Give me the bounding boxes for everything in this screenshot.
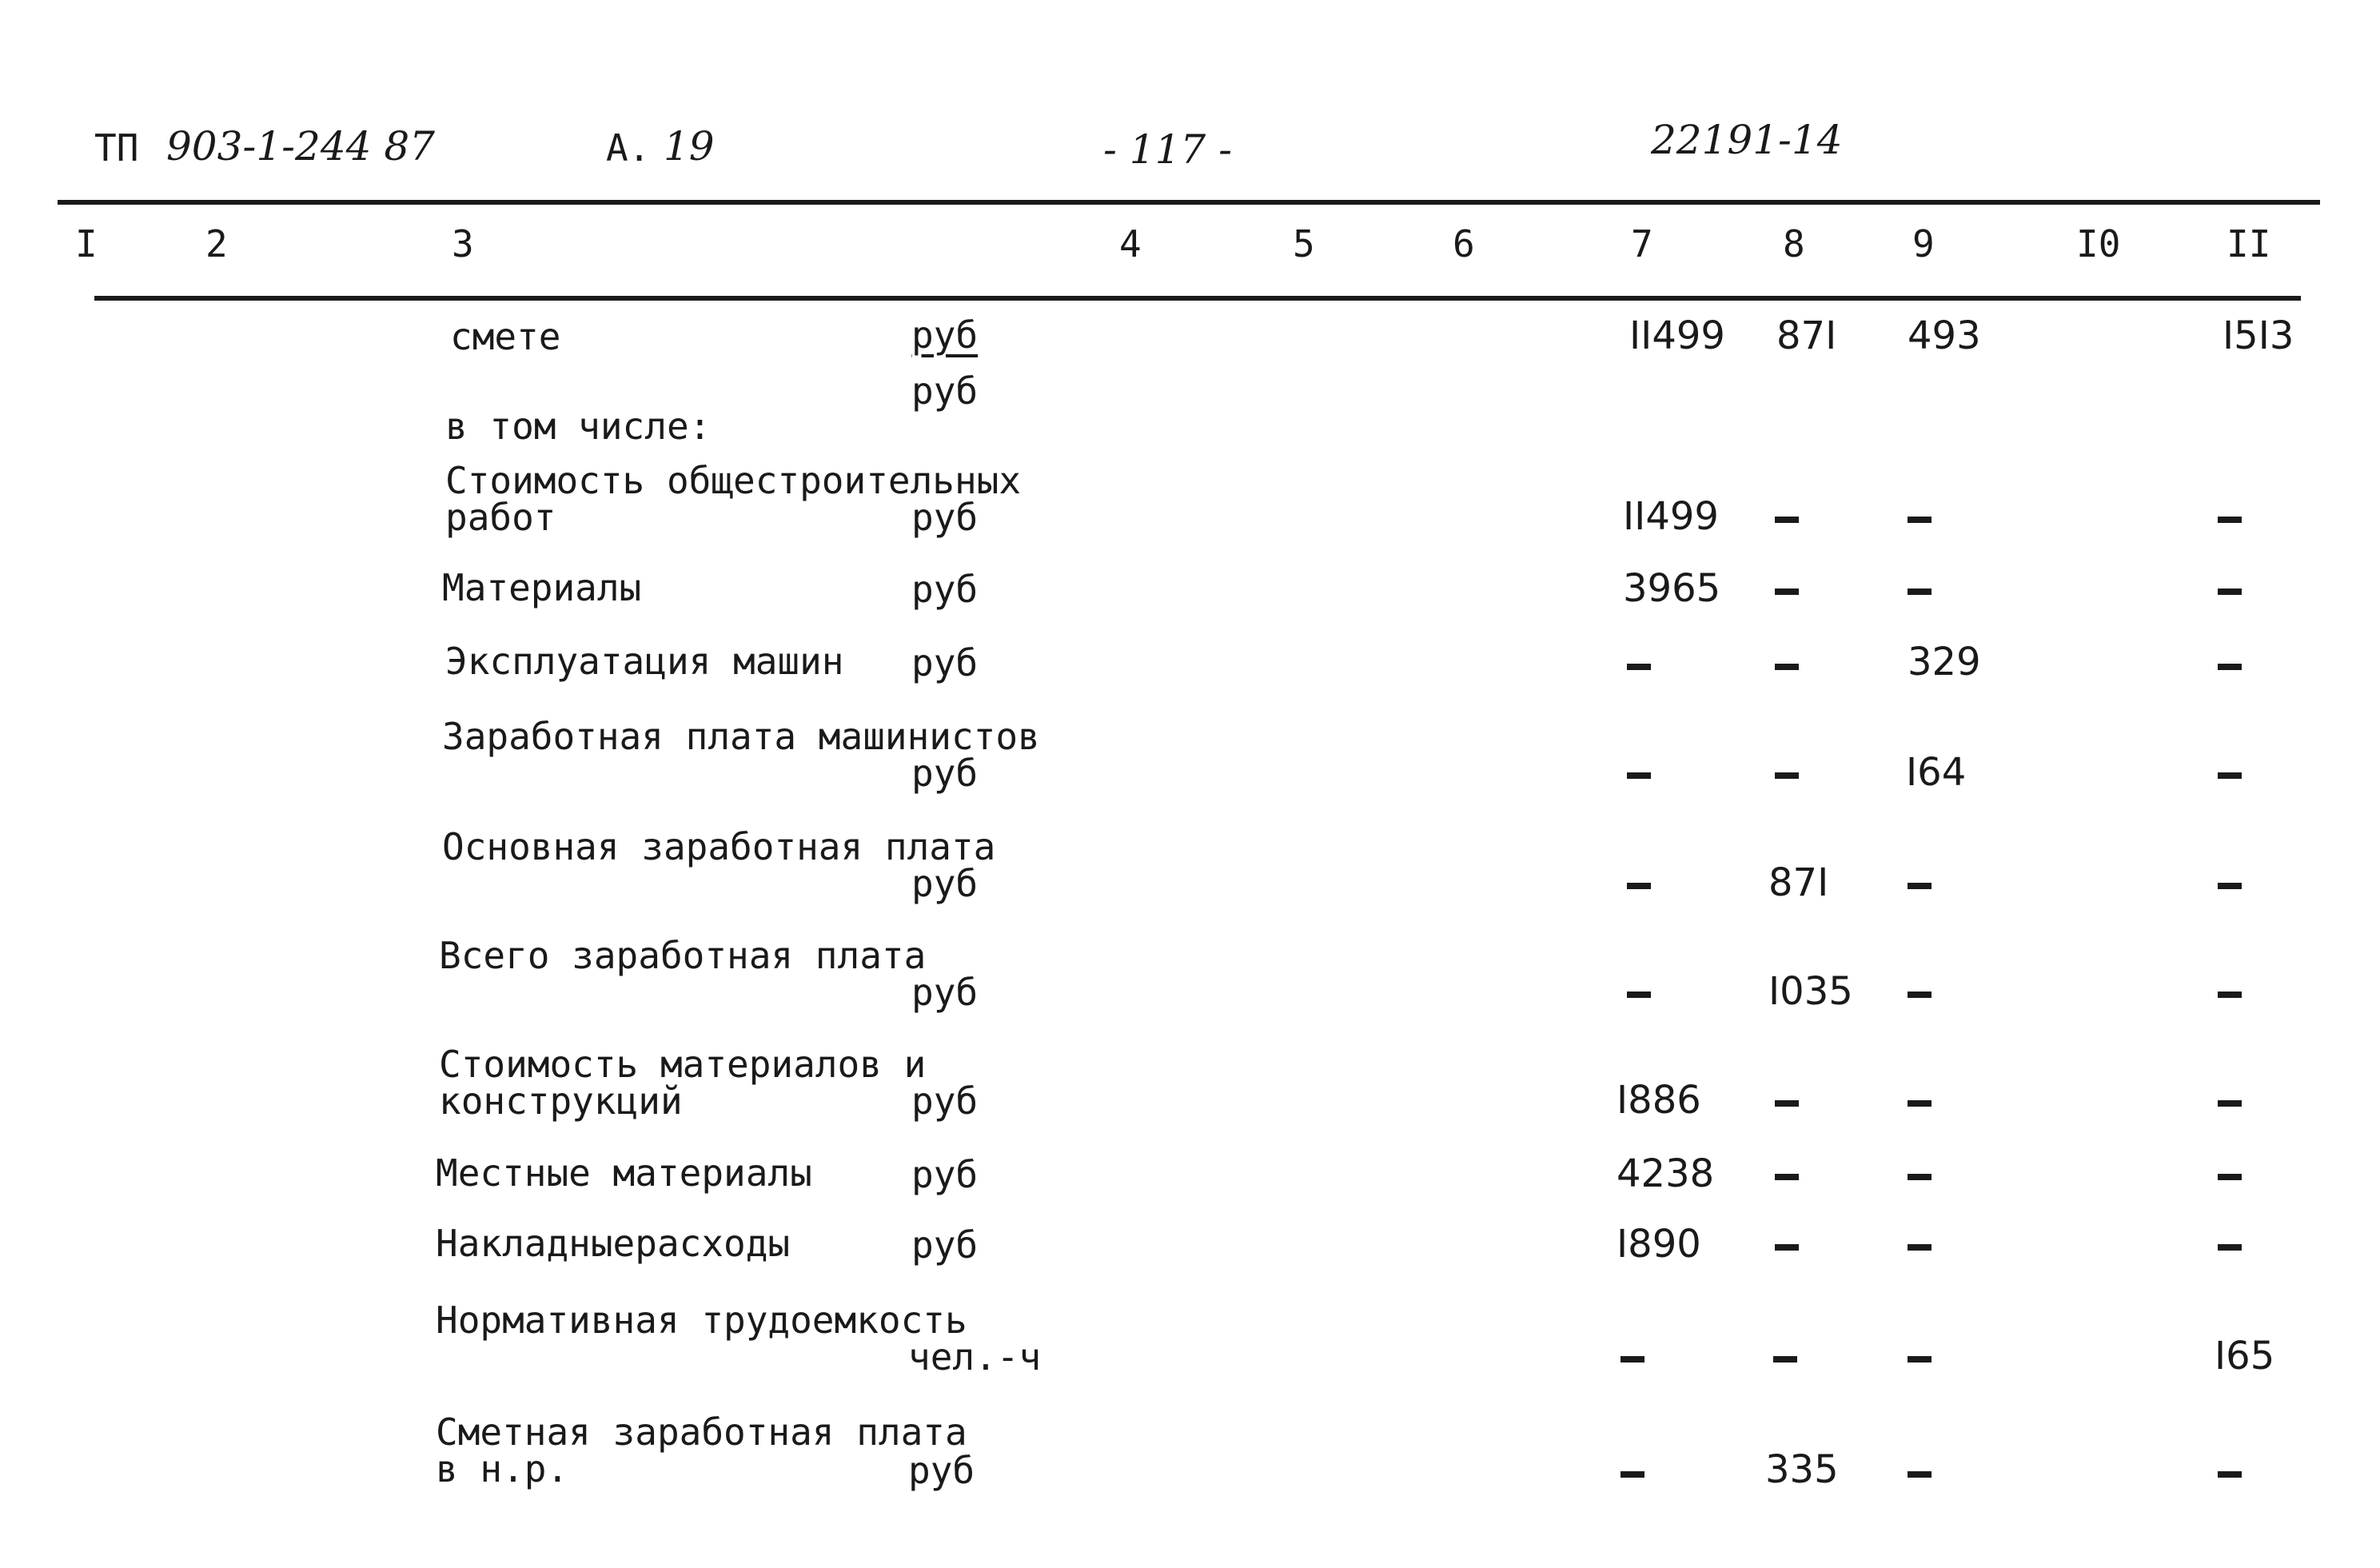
row-label-cont: работ <box>445 496 556 539</box>
cell-col7: 3965 <box>1623 566 1721 611</box>
cell-col7: 4238 <box>1617 1151 1715 1196</box>
cell-col9-dash <box>1908 883 1932 889</box>
header-rule <box>58 200 2320 205</box>
cell-col8-dash <box>1775 1100 1799 1107</box>
cell-col9-dash <box>1908 1356 1932 1363</box>
cell-col8-dash <box>1775 588 1799 595</box>
cell-col9: 493 <box>1908 313 1981 358</box>
row-label-cont: конструкций <box>439 1079 683 1123</box>
row-unit: руб <box>908 1449 975 1492</box>
cell-col11-dash <box>2218 991 2242 998</box>
col-header-1: I <box>75 222 98 265</box>
row-label: Заработная плата машинистов <box>442 715 1040 758</box>
row-unit: чел.-ч <box>908 1335 1042 1378</box>
cell-col8-dash <box>1775 517 1799 523</box>
cell-col8-dash <box>1775 772 1799 779</box>
row-unit: руб <box>911 313 979 357</box>
row-label: Стоимость материалов и <box>439 1043 927 1086</box>
cell-col7-dash <box>1627 883 1651 889</box>
cell-col9-dash <box>1908 1244 1932 1251</box>
cell-col11-dash <box>2218 517 2242 523</box>
row-label: Стоимость общестроительных <box>445 459 1022 502</box>
cell-col9-dash <box>1908 1174 1932 1180</box>
row-label: Эксплуатация машин <box>445 640 844 683</box>
row-label: в том числе: <box>445 405 712 448</box>
row-label: Основная заработная плата <box>442 825 996 868</box>
cell-col11-dash <box>2218 883 2242 889</box>
column-header-rule <box>94 296 2301 301</box>
cell-col8: 335 <box>1765 1447 1839 1492</box>
row-unit: руб <box>911 1153 979 1196</box>
header-project: 903-1-244 87 <box>166 123 435 170</box>
cell-col7: I886 <box>1617 1078 1701 1123</box>
col-header-11: II <box>2227 222 2271 265</box>
cell-col8: 87I <box>1776 313 1837 358</box>
cell-col8-dash <box>1775 1244 1799 1251</box>
cell-col9-dash <box>1908 991 1932 998</box>
cell-col7-dash <box>1627 991 1651 998</box>
row-label: Нормативная трудоемкость <box>436 1299 967 1342</box>
col-header-4: 4 <box>1119 222 1142 265</box>
cell-col11: I5I3 <box>2223 313 2294 358</box>
cell-col11-dash <box>2218 1174 2242 1180</box>
cell-col7-dash <box>1627 664 1651 670</box>
header-series: ТП <box>94 126 139 170</box>
cell-col7-dash <box>1621 1471 1644 1478</box>
row-unit: руб <box>911 1223 979 1267</box>
col-header-10: I0 <box>2076 222 2121 265</box>
cell-col7-dash <box>1621 1356 1644 1363</box>
row-unit: руб <box>911 568 979 611</box>
row-unit: руб <box>911 1079 979 1123</box>
row-label: Материалы <box>442 566 642 609</box>
row-label-cont: в н.р. <box>436 1447 569 1490</box>
row-unit: руб <box>911 496 979 539</box>
header-album-number: 19 <box>664 123 715 170</box>
col-header-6: 6 <box>1453 222 1475 265</box>
header-album-prefix: А. <box>606 126 651 170</box>
cell-col8: I035 <box>1768 969 1853 1014</box>
cell-col8-dash <box>1775 1174 1799 1180</box>
cell-col11: I65 <box>2215 1334 2275 1378</box>
cell-col9-dash <box>1908 517 1932 523</box>
row-unit: руб <box>911 641 979 684</box>
col-header-9: 9 <box>1912 222 1935 265</box>
row-label: Всего заработная плата <box>439 934 927 977</box>
cell-col11-dash <box>2218 1100 2242 1107</box>
cell-col9: 329 <box>1908 640 1981 684</box>
col-header-5: 5 <box>1293 222 1315 265</box>
cell-col8-dash <box>1775 664 1799 670</box>
cell-col11-dash <box>2218 1244 2242 1251</box>
row-unit: руб <box>911 971 979 1014</box>
cell-col11-dash <box>2218 772 2242 779</box>
cell-col8: 87I <box>1768 860 1829 905</box>
col-header-3: 3 <box>452 222 474 265</box>
cell-col11-dash <box>2218 664 2242 670</box>
cell-col9-dash <box>1908 588 1932 595</box>
page-number: - 117 - <box>1103 126 1233 173</box>
row-unit-secondary: руб <box>911 369 979 413</box>
row-label: Накладныерасходы <box>436 1222 791 1265</box>
row-label: Местные материалы <box>436 1151 812 1195</box>
cell-col7: II499 <box>1629 313 1725 358</box>
cell-col7: II499 <box>1623 494 1719 539</box>
row-label: смете <box>450 315 561 358</box>
cell-col9-dash <box>1908 1471 1932 1478</box>
cell-col7: I890 <box>1617 1222 1701 1267</box>
row-unit: руб <box>911 862 979 905</box>
cell-col8-dash <box>1773 1356 1797 1363</box>
row-label: Сметная заработная плата <box>436 1410 967 1454</box>
doc-code: 22191-14 <box>1651 117 1843 163</box>
row-unit: руб <box>911 752 979 795</box>
cell-col9: I64 <box>1906 750 1967 795</box>
cell-col9-dash <box>1908 1100 1932 1107</box>
cell-col7-dash <box>1627 772 1651 779</box>
col-header-7: 7 <box>1631 222 1653 265</box>
cell-col11-dash <box>2218 1471 2242 1478</box>
col-header-8: 8 <box>1783 222 1805 265</box>
cell-col11-dash <box>2218 588 2242 595</box>
col-header-2: 2 <box>205 222 228 265</box>
